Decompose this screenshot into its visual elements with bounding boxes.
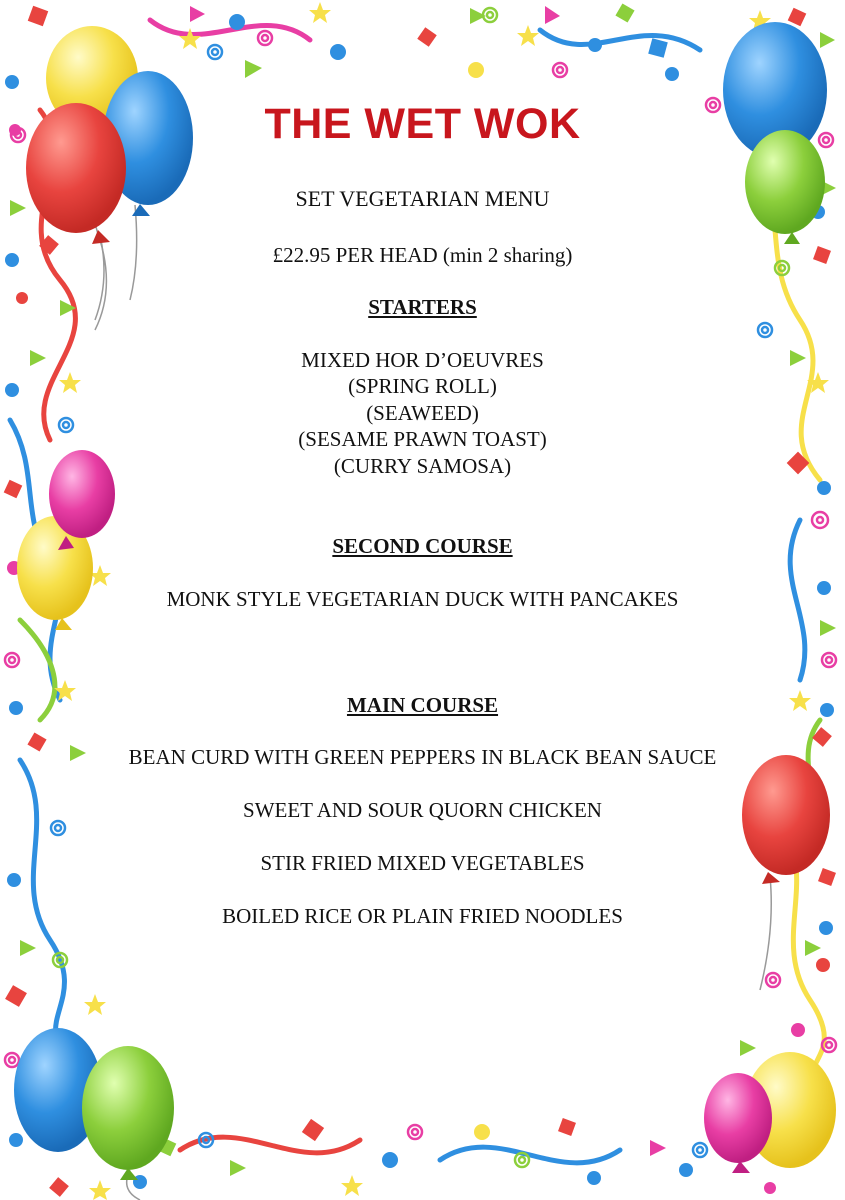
main-course-item: BOILED RICE OR PLAIN FRIED NOODLES (222, 904, 623, 928)
starter-item: (SPRING ROLL) (348, 374, 497, 398)
starter-item: (CURRY SAMOSA) (333, 454, 512, 478)
starter-item: (SEAWEED) (366, 401, 479, 425)
second-course-item: MONK STYLE VEGETARIAN DUCK WITH PANCAKES (166, 587, 679, 611)
price-line: £22.95 PER HEAD (min 2 sharing) (272, 243, 573, 267)
main-course-item: STIR FRIED MIXED VEGETABLES (260, 851, 585, 875)
main-course-item: BEAN CURD WITH GREEN PEPPERS IN BLACK BEAN SAUCE (128, 745, 717, 769)
starters-heading: STARTERS (368, 295, 477, 319)
menu-title: SET VEGETARIAN MENU (295, 186, 550, 211)
main-course-item: SWEET AND SOUR QUORN CHICKEN (243, 798, 602, 822)
starter-item: MIXED HOR D’OEUVRES (301, 348, 544, 372)
main-course-heading: MAIN COURSE (346, 693, 499, 717)
starter-item: (SESAME PRAWN TOAST) (298, 427, 547, 451)
second-course-heading: SECOND COURSE (332, 534, 513, 558)
restaurant-name: THE WET WOK (264, 100, 581, 148)
